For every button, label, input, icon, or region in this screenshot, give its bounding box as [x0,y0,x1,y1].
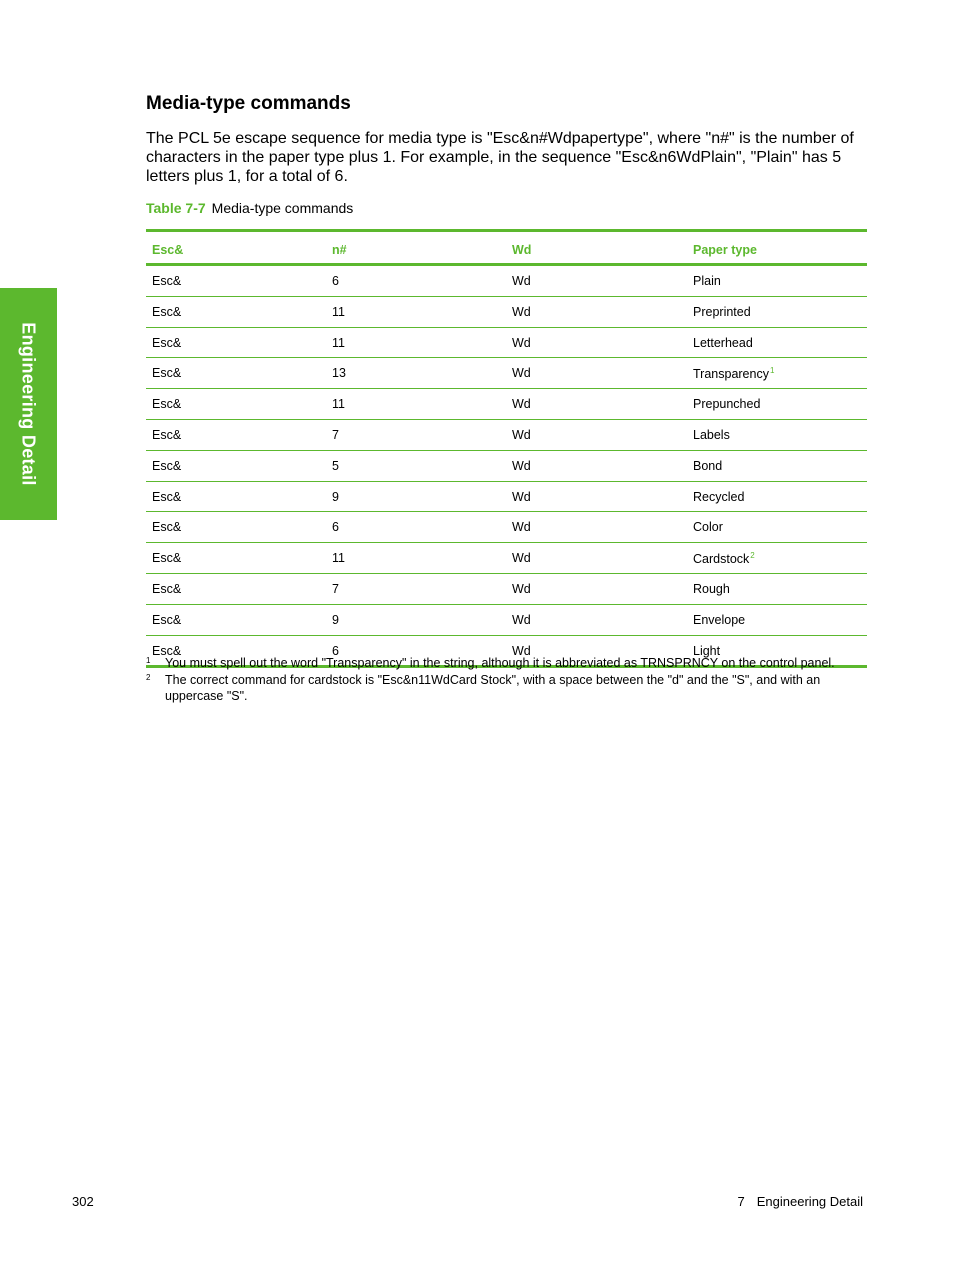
cell-n [326,389,506,419]
cell-wd-text: Wd [512,581,531,596]
cell-esc-text: Esc& [152,397,182,412]
cell-paper-type-text: Transparency [693,367,769,382]
page-number: 302 [72,1194,94,1209]
table-row [146,297,867,328]
cell-wd-text: Wd [512,366,531,381]
cell-esc-text: Esc& [152,304,182,319]
footnote [146,672,862,705]
header-esc: Esc& [152,243,184,257]
cell-wd [506,482,687,512]
table-row [146,266,867,297]
cell-paper-type-text: Envelope [693,612,746,627]
cell-esc [146,451,326,481]
footnote-mark: 2 [146,672,151,682]
cell-esc-text: Esc& [152,335,182,350]
table-header-row [146,232,867,266]
cell-n [326,605,506,635]
cell-n-text: 7 [332,427,339,442]
table-row [146,512,867,543]
table-row [146,574,867,605]
cell-wd [506,451,687,481]
cell-esc [146,482,326,512]
cell-esc-text: Esc& [152,643,182,658]
cell-esc-text: Esc& [152,581,182,596]
cell-paper-type-text: Prepunched [693,397,761,412]
cell-n-text: 11 [332,551,345,566]
cell-n-text: 9 [332,489,339,504]
cell-n [326,297,506,327]
cell-wd [506,266,687,296]
cell-esc-text: Esc& [152,274,182,288]
cell-esc [146,328,326,358]
table-caption [146,200,353,216]
cell-paper-type-text: Plain [693,274,721,288]
cell-n [326,358,506,388]
table-row [146,358,867,389]
cell-esc-text: Esc& [152,489,182,504]
cell-wd-text: Wd [512,612,531,627]
cell-n [326,420,506,450]
cell-esc-text: Esc& [152,551,182,566]
media-type-table [146,229,867,668]
table-caption-title: Media-type commands [211,200,354,216]
cell-n [326,543,506,573]
intro-paragraph: The PCL 5e escape sequence for media type is "Esc&n#Wdpapertype", where "n#" is the number of characters in the paper type plus 1. For example, in the sequence "Esc&n6WdPlain", "Plain" has 5 letters plus 1, for a total of 6. [146,130,854,185]
cell-esc [146,358,326,388]
cell-paper-type-text: Preprinted [693,304,751,319]
cell-esc [146,389,326,419]
cell-esc [146,512,326,542]
cell-n-text: 13 [332,366,346,381]
table-row [146,482,867,513]
cell-paper-type-text: Cardstock [693,552,750,567]
cell-paper-type-text: Color [693,520,723,535]
table-row [146,451,867,482]
table-row [146,389,867,420]
footnote [146,655,862,672]
cell-esc [146,420,326,450]
cell-wd-text: Wd [512,551,531,566]
cell-paper-type-text: Bond [693,458,723,473]
footnote-text: You must spell out the word "Transparency" in the string, although it is abbreviated as TRNSPRNCY on the control panel. [165,656,835,670]
cell-paper-type-text: Light [693,643,721,658]
cell-wd [506,420,687,450]
table-row [146,328,867,359]
cell-n [326,482,506,512]
cell-n [326,266,506,296]
cell-wd-text: Wd [512,427,531,442]
cell-esc-text: Esc& [152,458,182,473]
footnote-reference: 2 [750,551,755,561]
cell-paper-type [687,451,867,481]
cell-wd [506,358,687,388]
cell-paper-type-text: Labels [693,427,730,442]
cell-n [326,574,506,604]
footer-chapter-title: Engineering Detail [756,1194,863,1209]
table-row [146,605,867,636]
cell-n [326,512,506,542]
cell-wd [506,512,687,542]
cell-n-text: 6 [332,643,339,658]
cell-esc [146,543,326,573]
cell-esc [146,266,326,296]
cell-wd-text: Wd [512,458,531,473]
cell-esc-text: Esc& [152,366,182,381]
cell-paper-type-text: Rough [693,581,730,596]
cell-paper-type [687,574,867,604]
cell-esc [146,605,326,635]
cell-paper-type [687,605,867,635]
header-paper-type: Paper type [693,243,757,257]
cell-n-text: 11 [332,397,345,412]
cell-paper-type [687,297,867,327]
footnote-text: The correct command for cardstock is "Esc&n11WdCard Stock", with a space between the "d" and the "S", and with an uppercase "S". [165,672,821,703]
cell-esc-text: Esc& [152,427,182,442]
cell-wd [506,328,687,358]
cell-esc-text: Esc& [152,520,182,535]
cell-n-text: 11 [332,335,345,350]
table-caption-number: Table 7-7 [146,200,206,216]
cell-paper-type [687,266,867,296]
cell-esc [146,297,326,327]
cell-wd-text: Wd [512,489,531,504]
cell-paper-type-text: Letterhead [693,335,753,350]
footnote-mark: 1 [146,656,151,665]
cell-n [326,451,506,481]
cell-n-text: 6 [332,520,339,535]
cell-n [326,328,506,358]
header-wd: Wd [512,243,532,257]
cell-n-text: 9 [332,612,339,627]
cell-paper-type [687,543,867,573]
cell-paper-type [687,358,867,388]
footnote-reference: 1 [769,366,775,376]
cell-paper-type [687,389,867,419]
cell-esc-text: Esc& [152,612,182,627]
footer-chapter-number: 7 [737,1194,745,1209]
cell-paper-type [687,482,867,512]
chapter-side-tab-label: Engineering Detail [18,322,39,486]
cell-wd-text: Wd [512,274,531,288]
cell-wd [506,543,687,573]
cell-n-text: 5 [332,458,339,473]
cell-wd [506,574,687,604]
cell-wd [506,605,687,635]
cell-paper-type [687,512,867,542]
cell-paper-type [687,420,867,450]
cell-paper-type-text: Recycled [693,489,745,504]
footer-chapter [738,1194,863,1209]
cell-wd-text: Wd [512,397,531,412]
table-row [146,543,867,574]
cell-wd-text: Wd [512,643,531,658]
cell-wd [506,389,687,419]
footnotes [146,655,862,705]
cell-paper-type [687,328,867,358]
cell-n-text: 7 [332,581,339,596]
cell-wd-text: Wd [512,335,531,350]
section-heading: Media-type commands [146,93,351,114]
cell-n-text: 6 [332,274,339,288]
cell-wd [506,297,687,327]
cell-esc [146,574,326,604]
table-row [146,420,867,451]
cell-n-text: 11 [332,304,345,319]
cell-wd-text: Wd [512,304,531,319]
cell-wd-text: Wd [512,520,531,535]
table-body [146,266,867,665]
header-n: n# [326,232,506,263]
